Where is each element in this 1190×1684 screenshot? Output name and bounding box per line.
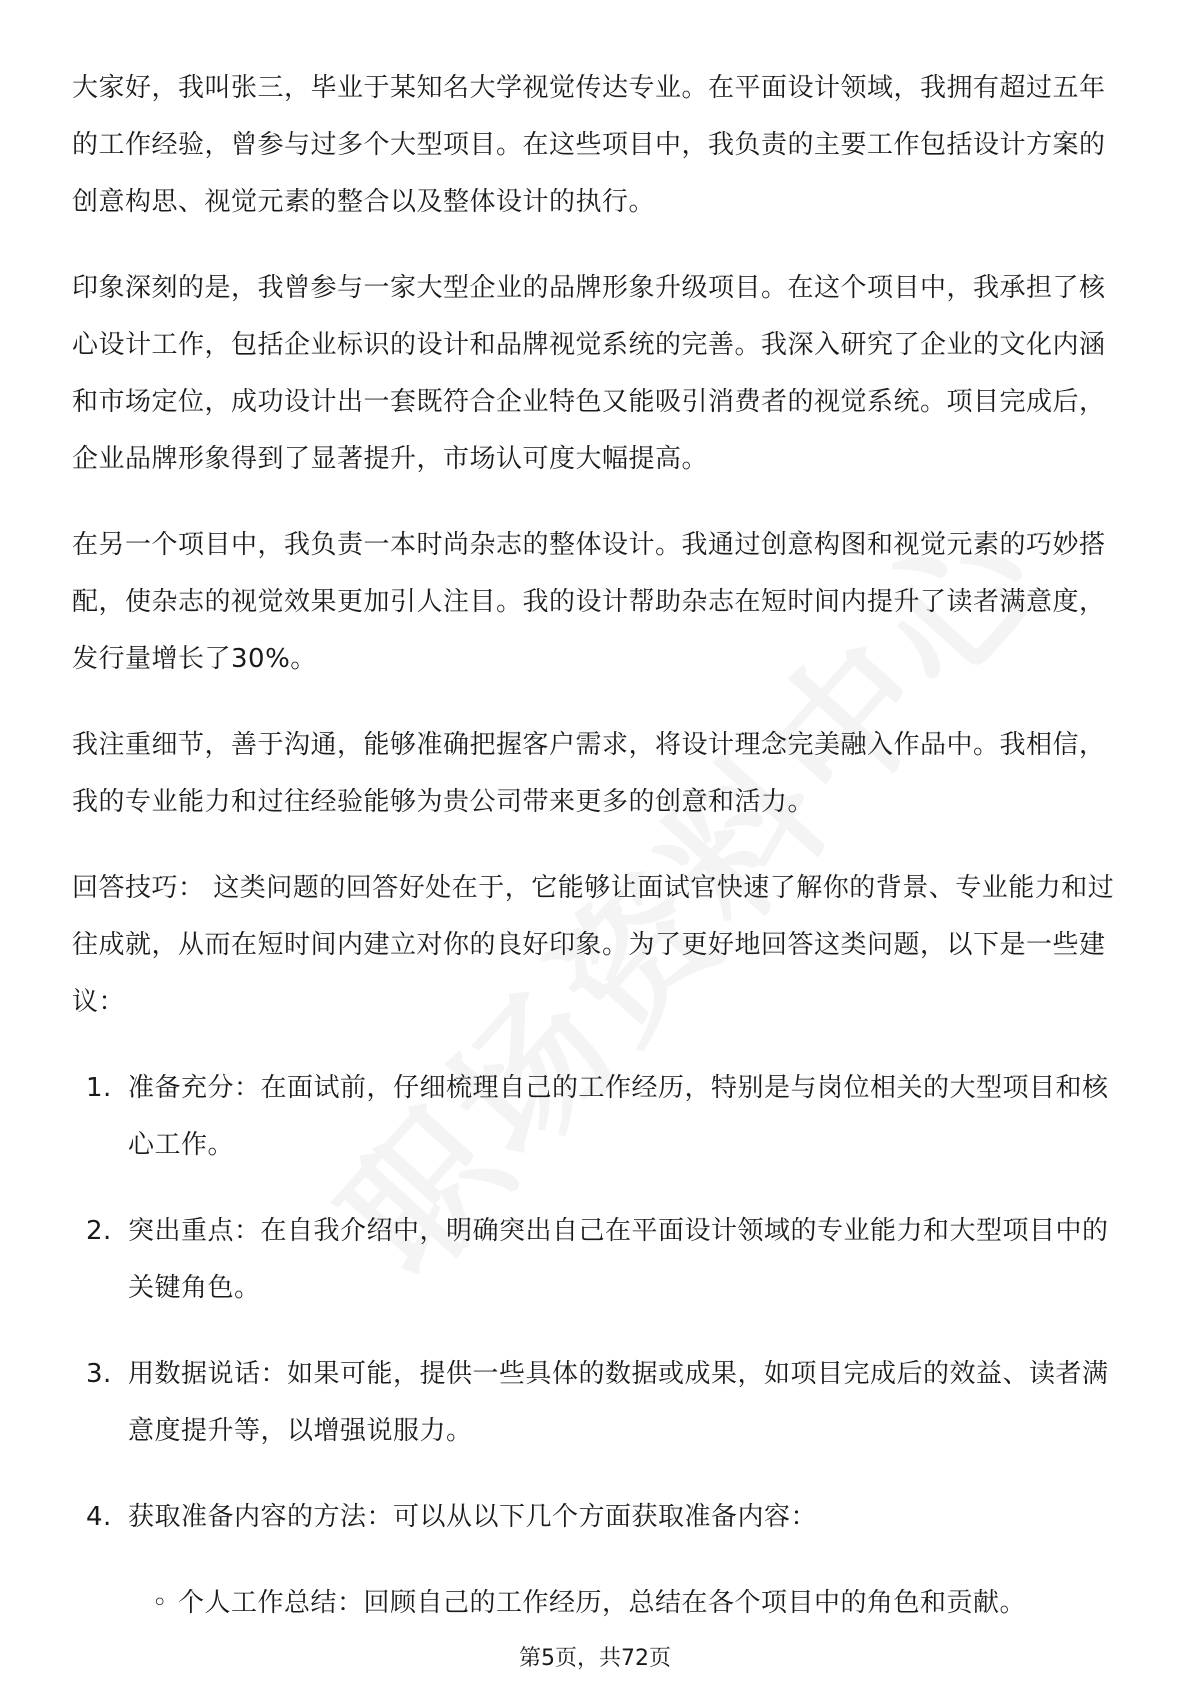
paragraph-strengths: 我注重细节，善于沟通，能够准确把握客户需求，将设计理念完美融入作品中。我相信，我的专业能力和过往经验能够为贵公司带来更多的创意和活力。 (72, 730, 1106, 817)
list-item (72, 1060, 1122, 1174)
page-content (72, 60, 1122, 1632)
paragraph-intro: 大家好，我叫张三，毕业于某知名大学视觉传达专业。在平面设计领域，我拥有超过五年的工作经验，曾参与过多个大型项目。在这些项目中，我负责的主要工作包括设计方案的创意构思、视觉元素的整合以及整体设计的执行。 (72, 73, 1106, 217)
list-item (72, 1489, 1122, 1546)
paragraph-answer-tips: 回答技巧： 这类问题的回答好处在于，它能够让面试官快速了解你的背景、专业能力和过往成就，从而在短时间内建立对你的良好印象。为了更好地回答这类问题，以下是一些建议： (72, 873, 1115, 1017)
sub-list-item-text: 个人工作总结：回顾自己的工作经历，总结在各个项目中的角色和贡献。 (178, 1588, 1027, 1618)
sub-list (72, 1575, 1122, 1632)
list-number: 2. (86, 1216, 112, 1246)
list-number: 1. (86, 1073, 112, 1103)
list-item-text: 获取准备内容的方法：可以从以下几个方面获取准备内容： (128, 1502, 818, 1532)
bullet-icon: ◦ (152, 1588, 168, 1618)
page-footer: 第5页，共72页 (519, 1646, 671, 1671)
tips-list (72, 1060, 1122, 1546)
list-item (72, 1203, 1122, 1317)
list-item-text: 突出重点：在自我介绍中，明确突出自己在平面设计领域的专业能力和大型项目中的关键角色。 (128, 1216, 1109, 1303)
list-item-text: 准备充分：在面试前，仔细梳理自己的工作经历，特别是与岗位相关的大型项目和核心工作。 (128, 1073, 1109, 1160)
sub-list-item (72, 1575, 1122, 1632)
paragraph-project-brand: 印象深刻的是，我曾参与一家大型企业的品牌形象升级项目。在这个项目中，我承担了核心设计工作，包括企业标识的设计和品牌视觉系统的完善。我深入研究了企业的文化内涵和市场定位，成功设计出一套既符合企业特色又能吸引消费者的视觉系统。项目完成后，企业品牌形象得到了显著提升，市场认可度大幅提高。 (72, 273, 1106, 474)
list-item-text: 用数据说话：如果可能，提供一些具体的数据或成果，如项目完成后的效益、读者满意度提升等，以增强说服力。 (128, 1359, 1109, 1446)
list-number: 4. (86, 1502, 112, 1532)
list-number: 3. (86, 1359, 112, 1389)
list-item (72, 1346, 1122, 1460)
paragraph-project-magazine: 在另一个项目中，我负责一本时尚杂志的整体设计。我通过创意构图和视觉元素的巧妙搭配，使杂志的视觉效果更加引人注目。我的设计帮助杂志在短时间内提升了读者满意度，发行量增长了30%。 (72, 530, 1106, 674)
